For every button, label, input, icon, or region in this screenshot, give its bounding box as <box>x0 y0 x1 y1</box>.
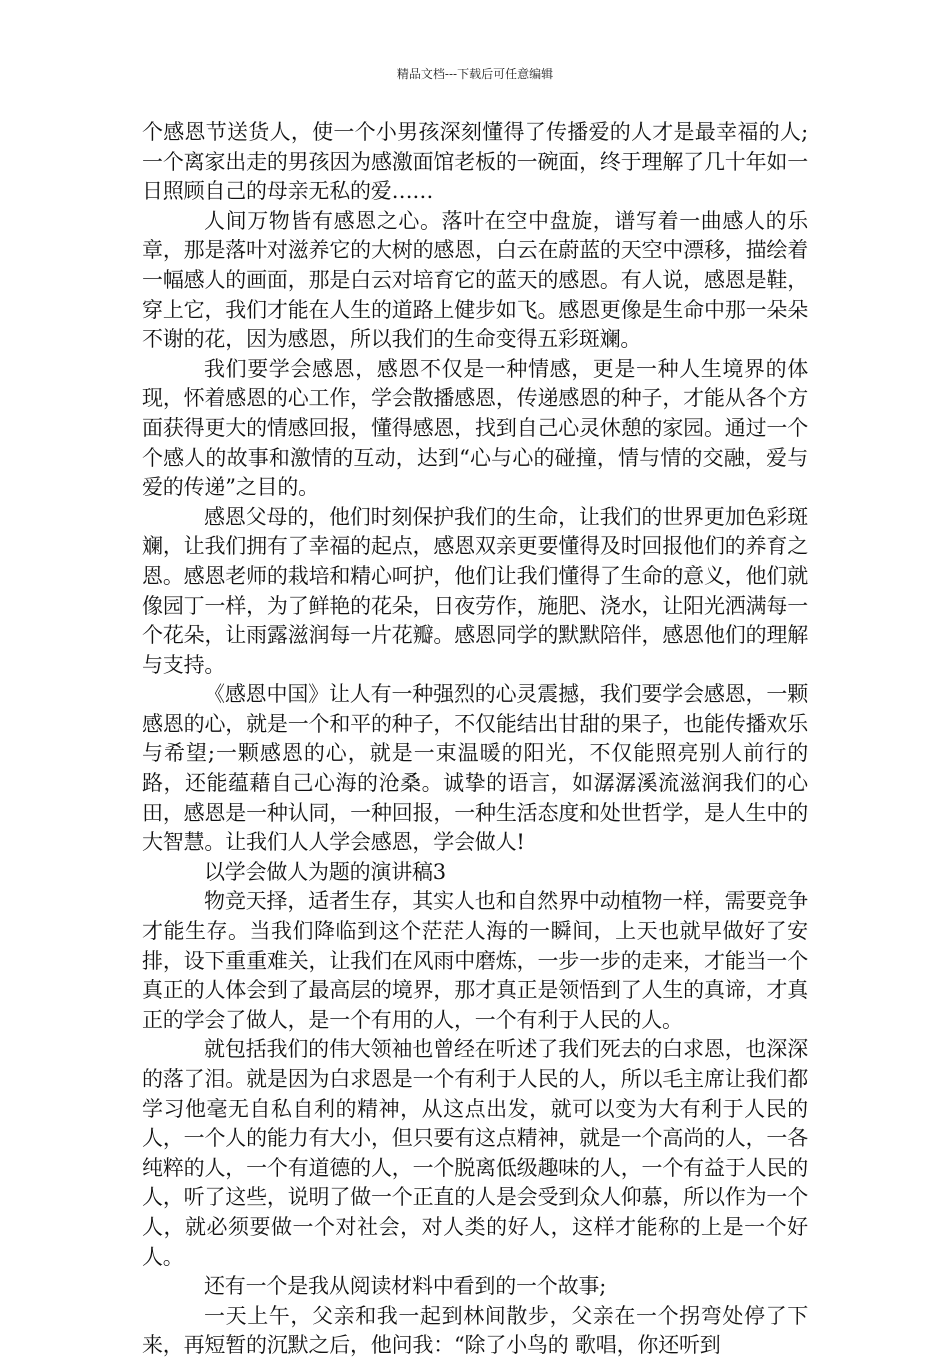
paragraph-8: 就包括我们的伟大领袖也曾经在听述了我们死去的白求恩，也深深的落了泪。就是因为白求恩是一个有利于人民的人，所以毛主席让我们都学习他毫无自私自利的精神，从这点出发，就可以变为大有利于人民的人，一个人的能力有大小，但只要有这点精神，就是一个高尚的人，一各纯粹的人，一个有道德的人，一个脱离低级趣味的人，一个有益于人民的人，听了这些，说明了做一个正直的人是会受到众人仰慕，所以作为一个人，就必须要做一个对社会，对人类的好人，这样才能称的上是一个好人。 <box>142 1037 808 1269</box>
document-body <box>142 118 808 1361</box>
paragraph-5: 《感恩中国》让人有一种强烈的心灵震撼，我们要学会感恩，一颗感恩的心，就是一个和平的种子，不仅能结出甘甜的果子，也能传播欢乐与希望;一颗感恩的心，就是一束温暖的阳光，不仅能照亮别人前行的路，还能蕴藉自己心海的沧桑。诚挚的语言，如潺潺溪流滋润我们的心田，感恩是一种认同，一种回报，一种生活态度和处世哲学，是人生中的大智慧。让我们人人学会感恩，学会做人! <box>142 682 808 855</box>
paragraph-9: 还有一个是我从阅读材料中看到的一个故事; <box>204 1274 607 1299</box>
paragraph-10: 一天上午，父亲和我一起到林间散步，父亲在一个拐弯处停了下来，再短暂的沉默之后，他问我：“除了小鸟的 歌唱，你还听到 <box>142 1303 808 1358</box>
paragraph-4: 感恩父母的，他们时刻保护我们的生命，让我们的世界更加色彩斑斓，让我们拥有了幸福的起点，感恩双亲更要懂得及时回报他们的养育之恩。感恩老师的栽培和精心呵护，他们让我们懂得了生命的意义，他们就像园丁一样，为了鲜艳的花朵，日夜劳作，施肥、浇水，让阳光洒满每一个花朵，让雨露滋润每一片花瓣。感恩同学的默默陪伴，感恩他们的理解与支持。 <box>142 504 808 677</box>
paragraph-1: 个感恩节送货人，使一个小男孩深刻懂得了传播爱的人才是最幸福的人;一个离家出走的男孩因为感激面馆老板的一碗面，终于理解了几十年如一日照顾自己的母亲无私的爱…… <box>142 120 808 204</box>
page-header: 精品文档---下载后可任意编辑 <box>396 67 554 81</box>
paragraph-7: 物竞天择，适者生存，其实人也和自然界中动植物一样，需要竞争才能生存。当我们降临到这个茫茫人海的一瞬间，上天也就早做好了安排，设下重重难关，让我们在风雨中磨炼，一步一步的走来，才能当一个真正的人体会到了最高层的境界，那才真正是领悟到了人生的真谛，才真正的学会了做人，是一个有用的人，一个有利于人民的人。 <box>142 889 808 1032</box>
section-title: 以学会做人为题的演讲稿3 <box>204 859 446 884</box>
paragraph-3: 我们要学会感恩，感恩不仅是一种情感，更是一种人生境界的体现，怀着感恩的心工作，学会散播感恩，传递感恩的种子，才能从各个方面获得更大的情感回报，懂得感恩，找到自己心灵休憩的家园。通过一个个感人的故事和激情的互动，达到“心与心的碰撞，情与情的交融，爱与爱的传递”之目的。 <box>142 356 808 500</box>
paragraph-2: 人间万物皆有感恩之心。落叶在空中盘旋，谱写着一曲感人的乐章，那是落叶对滋养它的大树的感恩，白云在蔚蓝的天空中漂移，描绘着一幅感人的画面，那是白云对培育它的蓝天的感恩。有人说，感恩是鞋，穿上它，我们才能在人生的道路上健步如飞。感恩更像是生命中那一朵朵不谢的花，因为感恩，所以我们的生命变得五彩斑斓。 <box>142 208 808 352</box>
